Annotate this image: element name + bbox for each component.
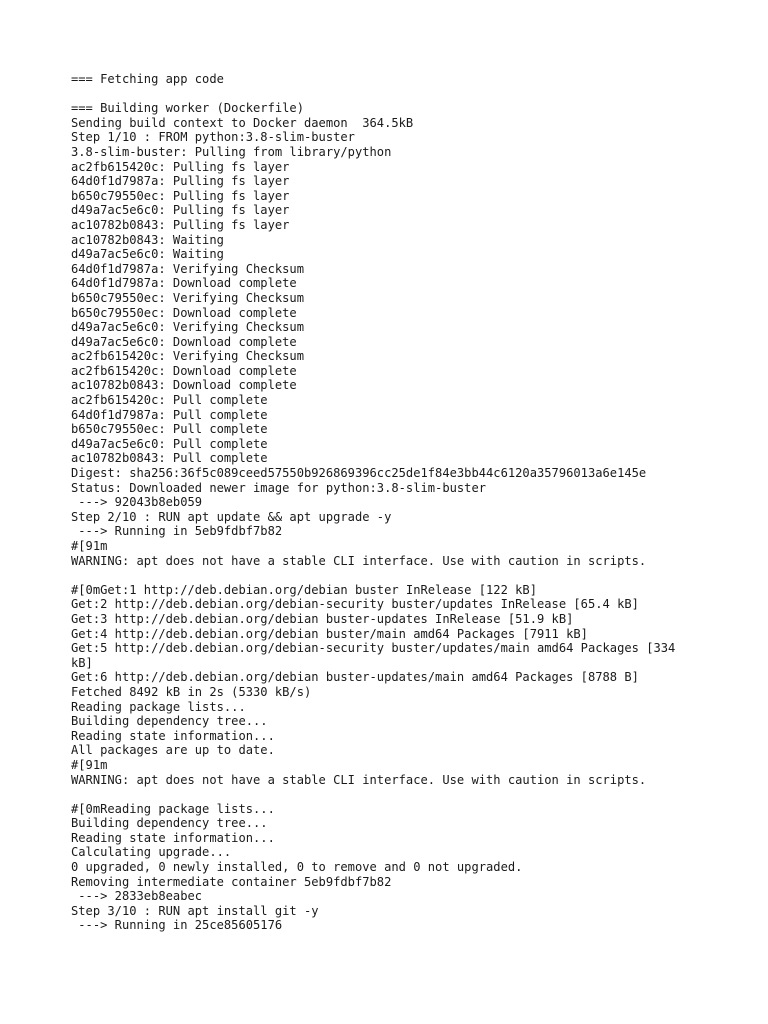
log-line: Get:3 http://deb.debian.org/debian buster-updates InRelease [51.9 kB] xyxy=(71,611,574,626)
log-line: Sending build context to Docker daemon 364.5kB xyxy=(71,115,414,130)
log-line: Reading state information... xyxy=(71,728,275,743)
log-line: d49a7ac5e6c0: Pulling fs layer xyxy=(71,203,290,218)
log-line: d49a7ac5e6c0: Pull complete xyxy=(71,436,268,451)
log-line: ac2fb615420c: Download complete xyxy=(71,363,297,378)
log-line: ac2fb615420c: Pulling fs layer xyxy=(71,159,290,174)
log-line: Get:2 http://deb.debian.org/debian-security buster/updates InRelease [65.4 kB] xyxy=(71,597,639,612)
log-line: Step 1/10 : FROM python:3.8-slim-buster xyxy=(71,130,355,145)
log-line: #[91m xyxy=(71,539,108,553)
log-line: b650c79550ec: Download complete xyxy=(71,305,297,320)
log-line: Get:6 http://deb.debian.org/debian buster-updates/main amd64 Packages [8788 B] xyxy=(71,670,639,685)
log-line: #[91m xyxy=(71,757,108,772)
log-line: ac2fb615420c: Pull complete xyxy=(71,393,268,408)
log-line: b650c79550ec: Verifying Checksum xyxy=(71,290,304,305)
log-line: === Fetching app code xyxy=(71,72,224,86)
log-line: Fetched 8492 kB in 2s (5330 kB/s) xyxy=(71,684,312,699)
log-line: d49a7ac5e6c0: Waiting xyxy=(71,247,224,262)
log-line: Step 3/10 : RUN apt install git -y xyxy=(71,903,319,918)
build-log-text xyxy=(71,72,711,933)
log-line: ac10782b0843: Pulling fs layer xyxy=(71,217,290,232)
log-line: === Building worker (Dockerfile) xyxy=(71,101,304,116)
log-line: b650c79550ec: Pull complete xyxy=(71,422,268,437)
log-line: ac10782b0843: Pull complete xyxy=(71,451,268,466)
log-line: Reading state information... xyxy=(71,830,275,845)
log-line: All packages are up to date. xyxy=(71,743,275,758)
log-line: WARNING: apt does not have a stable CLI interface. Use with caution in scripts. xyxy=(71,772,647,787)
log-line: ---> Running in 5eb9fdbf7b82 xyxy=(71,524,283,539)
log-line xyxy=(71,787,711,802)
log-line: d49a7ac5e6c0: Download complete xyxy=(71,334,297,349)
log-line: Get:5 http://deb.debian.org/debian-security buster/updates/main amd64 Packages [334 xyxy=(71,641,676,656)
log-line: ac10782b0843: Waiting xyxy=(71,232,224,247)
log-line: ac2fb615420c: Verifying Checksum xyxy=(71,349,304,364)
log-line: 0 upgraded, 0 newly installed, 0 to remove and 0 not upgraded. xyxy=(71,860,523,875)
log-line: Building dependency tree... xyxy=(71,816,268,831)
log-line: ---> 92043b8eb059 xyxy=(71,495,203,510)
log-line: Building dependency tree... xyxy=(71,714,268,729)
log-line: Get:4 http://deb.debian.org/debian buster/main amd64 Packages [7911 kB] xyxy=(71,626,588,641)
log-line: 64d0f1d7987a: Pulling fs layer xyxy=(71,174,290,189)
log-line: ---> Running in 25ce85605176 xyxy=(71,918,283,933)
log-line: ---> 2833eb8eabec xyxy=(71,889,203,904)
log-line: Calculating upgrade... xyxy=(71,845,232,860)
log-line: 64d0f1d7987a: Download complete xyxy=(71,276,297,291)
log-line: ac10782b0843: Download complete xyxy=(71,378,297,393)
log-line: Removing intermediate container 5eb9fdbf7b82 xyxy=(71,874,392,889)
log-line: 64d0f1d7987a: Pull complete xyxy=(71,407,268,422)
log-line: kB] xyxy=(71,655,93,670)
log-line: d49a7ac5e6c0: Verifying Checksum xyxy=(71,320,304,335)
log-line: Reading package lists... xyxy=(71,699,246,714)
log-line: WARNING: apt does not have a stable CLI interface. Use with caution in scripts. xyxy=(71,553,647,568)
log-line: Step 2/10 : RUN apt update && apt upgrade -y xyxy=(71,509,392,524)
log-line: Digest: sha256:36f5c089ceed57550b926869396cc25de1f84e3bb44c6120a35796013a6e145e xyxy=(71,466,647,481)
log-line: b650c79550ec: Pulling fs layer xyxy=(71,188,290,203)
log-line: #[0mGet:1 http://deb.debian.org/debian buster InRelease [122 kB] xyxy=(71,582,537,597)
log-line: 3.8-slim-buster: Pulling from library/python xyxy=(71,144,392,159)
log-line: #[0mReading package lists... xyxy=(71,801,275,816)
log-line: 64d0f1d7987a: Verifying Checksum xyxy=(71,261,304,276)
log-line xyxy=(71,568,711,583)
log-line xyxy=(71,87,711,102)
log-line: Status: Downloaded newer image for python:3.8-slim-buster xyxy=(71,480,487,495)
